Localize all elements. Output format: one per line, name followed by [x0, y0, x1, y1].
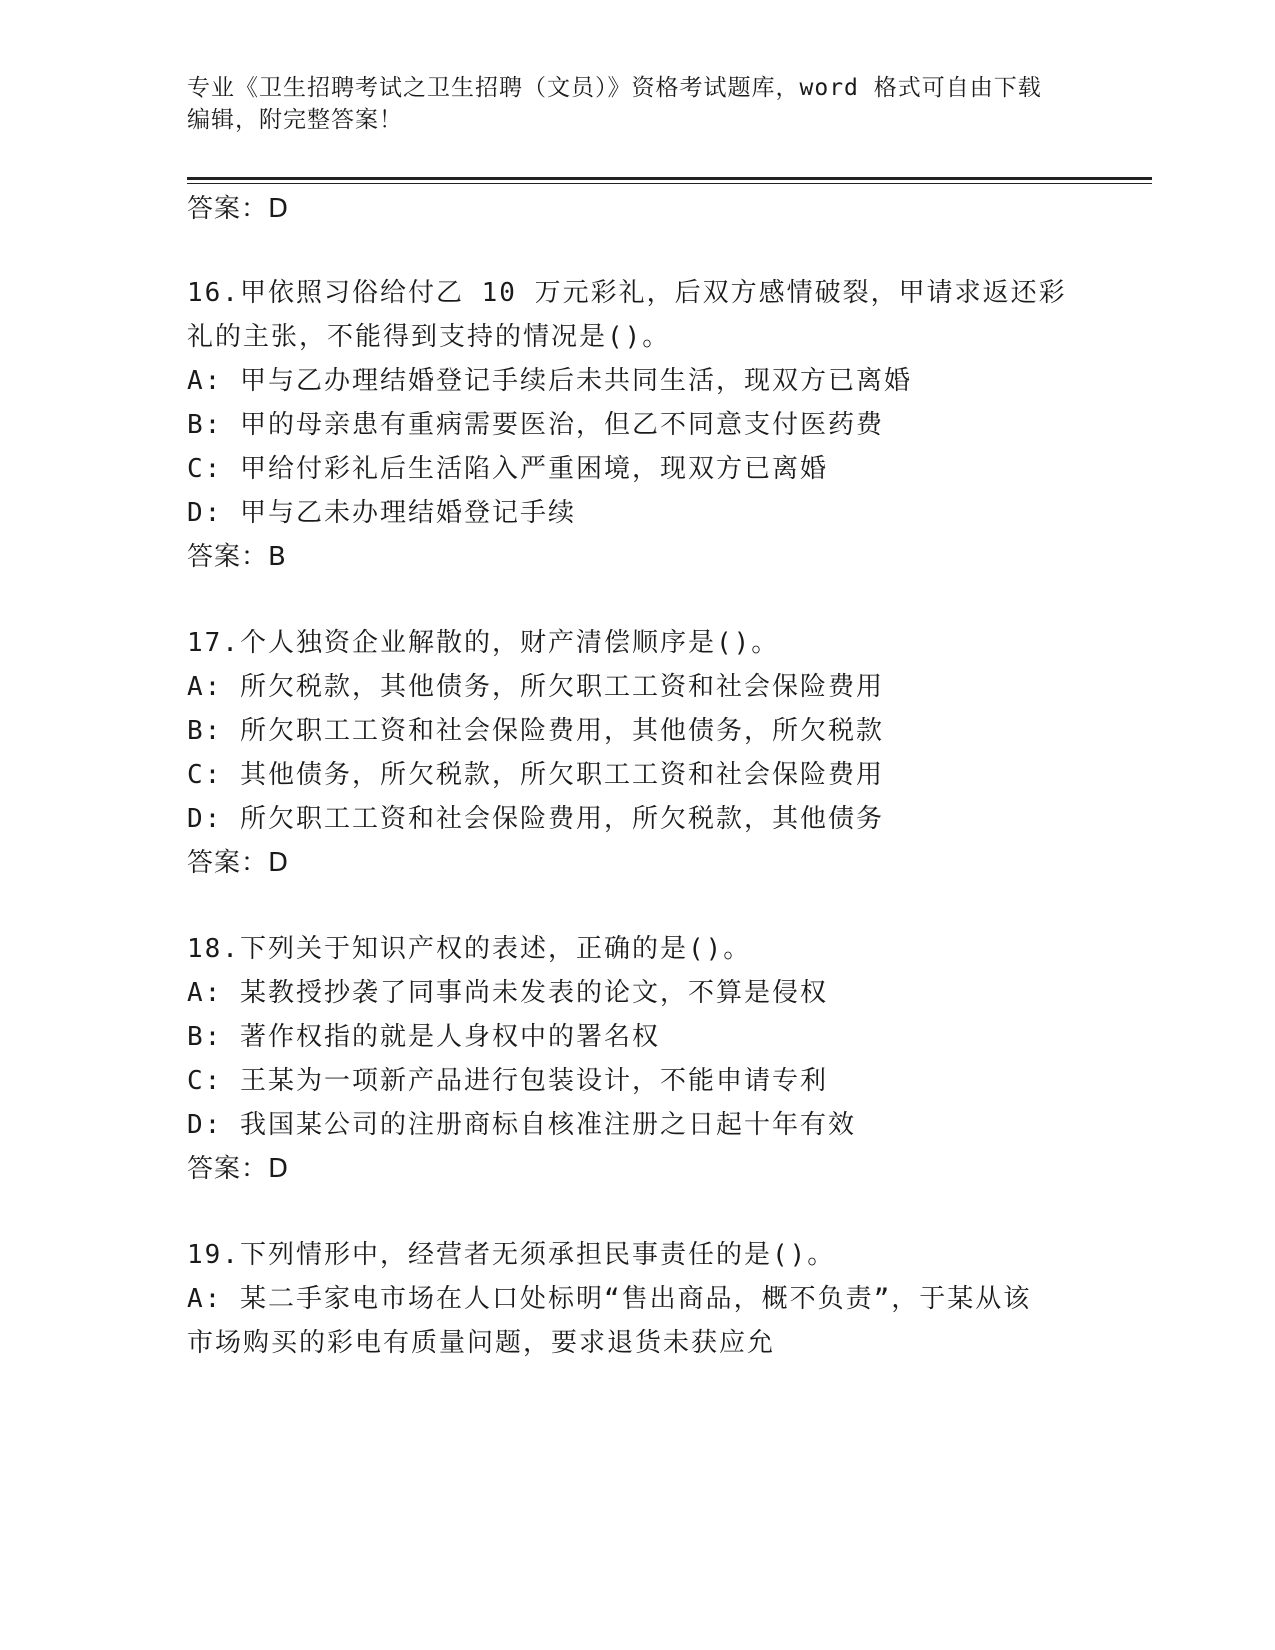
question-18-answer: 答案：D	[187, 1154, 290, 1184]
previous-answer: 答案：D	[187, 194, 290, 224]
question-19-option-a-line-2: 市场购买的彩电有质量问题，要求退货未获应允	[187, 1328, 776, 1358]
question-16-answer: 答案：B	[187, 542, 287, 572]
question-16-stem-line-2: 礼的主张，不能得到支持的情况是()。	[187, 322, 671, 352]
question-17-option-d: D: 所欠职工工资和社会保险费用，所欠税款，其他债务	[187, 804, 884, 834]
question-17-option-a: A: 所欠税款，其他债务，所欠职工工资和社会保险费用	[187, 672, 884, 702]
header-line-2: 编辑，附完整答案！	[187, 107, 403, 133]
question-17-option-c: C: 其他债务，所欠税款，所欠职工工资和社会保险费用	[187, 760, 884, 790]
question-18-option-b: B: 著作权指的就是人身权中的署名权	[187, 1022, 660, 1052]
question-16-option-c: C: 甲给付彩礼后生活陷入严重困境，现双方已离婚	[187, 454, 828, 484]
question-17-option-b: B: 所欠职工工资和社会保险费用，其他债务，所欠税款	[187, 716, 884, 746]
question-18-option-d: D: 我国某公司的注册商标自核准注册之日起十年有效	[187, 1110, 856, 1140]
question-17-stem-line-1: 17.个人独资企业解散的，财产清偿顺序是()。	[187, 628, 780, 658]
document-header	[187, 72, 1067, 136]
question-16-option-a: A: 甲与乙办理结婚登记手续后未共同生活，现双方已离婚	[187, 366, 912, 396]
question-16-option-d: D: 甲与乙未办理结婚登记手续	[187, 498, 576, 528]
question-19-option-a-line-1: A: 某二手家电市场在人口处标明“售出商品，概不负责”，于某从该	[187, 1284, 1032, 1314]
question-16-option-b: B: 甲的母亲患有重病需要医治，但乙不同意支付医药费	[187, 410, 884, 440]
question-16-stem-line-1: 16.甲依照习俗给付乙 10 万元彩礼，后双方感情破裂，甲请求返还彩	[187, 278, 1067, 308]
question-18-option-c: C: 王某为一项新产品进行包装设计，不能申请专利	[187, 1066, 828, 1096]
question-17-answer: 答案：D	[187, 848, 290, 878]
header-divider-thick	[187, 177, 1152, 180]
header-divider-thin	[187, 183, 1152, 184]
question-18-option-a: A: 某教授抄袭了同事尚未发表的论文，不算是侵权	[187, 978, 828, 1008]
header-line-1: 专业《卫生招聘考试之卫生招聘（文员）》资格考试题库，word 格式可自由下载	[187, 75, 1042, 101]
question-19-stem-line-1: 19.下列情形中，经营者无须承担民事责任的是()。	[187, 1240, 836, 1270]
question-18-stem-line-1: 18.下列关于知识产权的表述，正确的是()。	[187, 934, 752, 964]
